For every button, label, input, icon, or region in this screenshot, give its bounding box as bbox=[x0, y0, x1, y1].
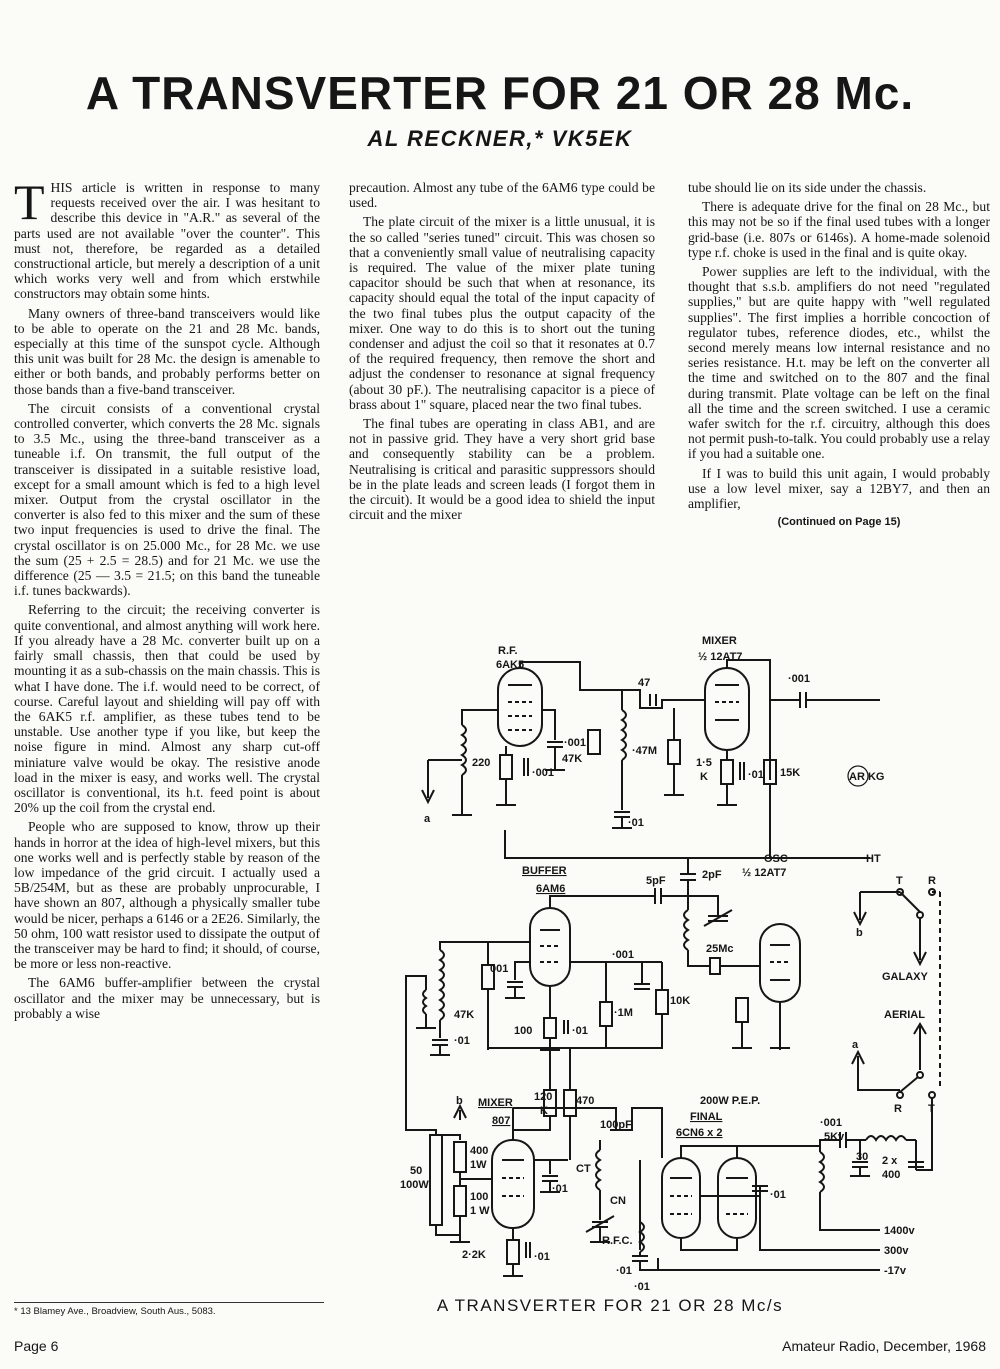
schematic-caption: A TRANSVERTER FOR 21 OR 28 Mc/s bbox=[436, 1296, 784, 1315]
r1m-label: ·1M bbox=[614, 1007, 633, 1019]
mixer2-tube-label: 807 bbox=[492, 1115, 511, 1127]
c001c-label: ·001 bbox=[532, 767, 555, 779]
r15k2-label: 15K bbox=[780, 767, 801, 779]
circuit-schematic bbox=[400, 630, 990, 1290]
final-label: FINAL bbox=[690, 1111, 723, 1123]
a2-label: a bbox=[852, 1039, 859, 1051]
mixer2-label: MIXER bbox=[478, 1097, 513, 1109]
c100pf-label: 100pF bbox=[600, 1119, 632, 1131]
r120-label: 120 bbox=[534, 1091, 553, 1103]
paragraph: precaution. Almost any tube of the 6AM6 type could be used. bbox=[349, 180, 655, 211]
paragraph: tube should lie on its side under the chassis. bbox=[688, 180, 927, 195]
c01a-label: ·01 bbox=[628, 817, 644, 829]
c01b-label: ·01 bbox=[748, 769, 764, 781]
v300-label: 300v bbox=[884, 1245, 909, 1257]
drop-cap: T bbox=[14, 174, 45, 230]
text-column-3 bbox=[688, 180, 990, 530]
rfc-label: R.F.C. bbox=[602, 1235, 633, 1247]
paragraph: The 6AM6 buffer-amplifier between the crystal oscillator and the mixer may be unnecessary, but is probably a wise bbox=[14, 975, 320, 1021]
r100-label: 100 bbox=[514, 1025, 533, 1037]
pep-label: 200W P.E.P. bbox=[700, 1095, 761, 1107]
paragraph: There is adequate drive for the final on 28 Mc., but this may not be so if the final used tubes with a longer grid-base (i.e. 807s or 6146s). A home-made solenoid type r.f. choke is used in the final and is quite okay. bbox=[688, 199, 990, 260]
c001g-label: ·001 bbox=[820, 1117, 843, 1129]
continued-note: (Continued on Page 15) bbox=[777, 516, 901, 529]
c5pf-label: 5pF bbox=[646, 875, 666, 887]
paragraph: The final tubes are operating in class AB1, and are not in passive grid. They have a very short grid base and consequently stability can be a problem. Neutralising is critical and parasitic suppressors should be in the plate leads and screen leads (I forgot them in the circuit). It would be a good idea to shield the input circuit and the mixer bbox=[349, 416, 655, 523]
r47m-label: ·47M bbox=[632, 745, 658, 757]
b2-label: b bbox=[456, 1095, 463, 1107]
switch-r1-label: R bbox=[928, 875, 936, 887]
switch-r2-label: R bbox=[894, 1103, 902, 1115]
c01c-label: ·01 bbox=[454, 1035, 470, 1047]
c01e-label: ·01 bbox=[552, 1183, 568, 1195]
c400-label: 400 bbox=[882, 1169, 901, 1181]
xtal-label: 25Mc bbox=[706, 943, 734, 955]
ht-label: HT bbox=[866, 853, 881, 865]
paragraph: If I was to build this unit again, I would probably use a low level mixer, say a 12BY7, and then an amplifier, bbox=[688, 465, 990, 512]
ar-logo: AR KG bbox=[849, 771, 885, 783]
rf-tube-symbol bbox=[498, 668, 542, 746]
paragraph: Power supplies are left to the individual, with the thought that s.s.b. amplifiers do not need "regulated supplies," but are quite happy with "well regulated supplies". The first implies a horrible concoction of regulator tubes, reference diodes, etc., whilst the second merely means low internal resistance and no series resistance. H.t. may be left on the converter all the time and switched on to the 807 and the final during transmit. Plate voltage can be left on the final all the time and the screen switched. I use a ceramic wafer switch for the r.f. circuitry, although this does not permit push-to-talk. You could probably use a relay if you had a suitable one. bbox=[688, 264, 990, 462]
rf-label: R.F. bbox=[498, 645, 518, 657]
r1wb-label: 1 W bbox=[470, 1205, 490, 1217]
c01f-label: ·01 bbox=[616, 1265, 632, 1277]
paragraph: The circuit consists of a conventional crystal controlled converter, which converts the 28 Mc. signals to 3.5 Mc., using the three-band transceiver as a tuneable i.f. On transmit, the full output of the transceiver is dissipated in a suitable resistive load, except for a small amount which is fed to a high level mixer. Output from the crystal oscillator in the converter is also fed to this mixer and the sum of these two input frequencies is used to drive the final. The crystal oscillator is on 25.000 Mc., for 28 Mc. we use the sum (25 + 2.5 = 28.5) and for 21 Mc. we use the difference (25 — 3.5 = 21.5; on this band the tuneable i.f. tunes backwards). bbox=[14, 400, 320, 599]
c001e-label: 001 bbox=[490, 963, 509, 975]
osc-label: OSC bbox=[764, 853, 788, 865]
publication-footer: Amateur Radio, December, 1968 bbox=[782, 1338, 986, 1354]
switch-t1-label: T bbox=[896, 875, 903, 887]
c01d-label: ·01 bbox=[572, 1025, 588, 1037]
buffer-tube-label: 6AM6 bbox=[536, 883, 566, 895]
paragraph: People who are supposed to know, throw up their hands in horror at the idea of high-level mixers, but this one works well and is perfectly stable by reason of the low impedance of the grid circuit. I actually used a 5B/254M, but as these are probably unprocurable, I have shown an 807, although a physically smaller tube would be nicer, perhaps a 6146 or a 2E26. Similarly, the 50 ohm, 100 watt resistor used to dissipate the output of the transceiver may be hard to find; it should, of course, be more or less non-reactive. bbox=[14, 819, 320, 972]
a1-label: a bbox=[424, 813, 431, 825]
osc-tube-label: ½ 12AT7 bbox=[742, 867, 787, 879]
c5kv-label: 5Kv bbox=[824, 1131, 845, 1143]
paragraph: THIS article is written in response to many requests received over the air. I was hesitant to describe this device in "A.R." as several of the parts used are not available "over the counter". This must not, therefore, be regarded as a detailed constructional article, but merely a description of a unit which works very well and from which erstwhile constructors may obtain some hints. bbox=[14, 174, 320, 302]
c47-label: 47 bbox=[638, 677, 651, 689]
author-byline: AL RECKNER,* VK5EK bbox=[367, 126, 633, 151]
r1wa-label: 1W bbox=[470, 1159, 487, 1171]
paragraph: Many owners of three-band transceivers would like to be able to operate on the 21 and 28 Mc. bands, especially at this time of the sunspot cycle. Although this unit was built for 28 Mc. the design is amenable to either or both bands, and probably performs better on those bands than a five-band transceiver. bbox=[14, 305, 320, 397]
r470-label: 470 bbox=[576, 1095, 595, 1107]
r10k-label: 10K bbox=[670, 995, 691, 1007]
r400a-label: 400 bbox=[470, 1145, 489, 1157]
mixer1-tube-label: ½ 12AT7 bbox=[698, 651, 743, 663]
galaxy-label: GALAXY bbox=[882, 971, 928, 983]
r120k-label: K bbox=[540, 1105, 548, 1117]
c001f-label: ·001 bbox=[612, 949, 635, 961]
switch-t2-label: T bbox=[928, 1103, 935, 1115]
v1400-label: 1400v bbox=[884, 1225, 915, 1237]
r15k-label: K bbox=[700, 771, 708, 783]
buffer-label: BUFFER bbox=[522, 865, 567, 877]
c01g-label: ·01 bbox=[770, 1189, 786, 1201]
r50-label: 50 bbox=[410, 1165, 423, 1177]
c01h-label: ·01 bbox=[534, 1251, 550, 1263]
c2x400-label: 2 x bbox=[882, 1155, 898, 1167]
mixer1-tube-symbol bbox=[705, 668, 749, 750]
aerial-label: AERIAL bbox=[884, 1009, 925, 1021]
r15-label: 1·5 bbox=[696, 757, 712, 769]
page-number: Page 6 bbox=[14, 1338, 59, 1354]
b1-label: b bbox=[856, 927, 863, 939]
final-tube-1-symbol bbox=[662, 1158, 700, 1238]
r100w-label: 100W bbox=[400, 1179, 429, 1191]
r220-label: 220 bbox=[472, 757, 491, 769]
text-column-1 bbox=[14, 174, 320, 1025]
final-tube-label: 6CN6 x 2 bbox=[676, 1127, 723, 1139]
c001a-label: ·001 bbox=[564, 737, 587, 749]
r22k-label: 2·2K bbox=[462, 1249, 486, 1261]
final-tube-2-symbol bbox=[718, 1158, 756, 1238]
c2pf-label: 2pF bbox=[702, 869, 722, 881]
text-column-2 bbox=[349, 180, 655, 526]
r47k-label: 47K bbox=[562, 753, 583, 765]
author-footnote: * 13 Blamey Ave., Broadview, South Aus., 5083. bbox=[14, 1302, 324, 1317]
c01i-label: ·01 bbox=[634, 1281, 650, 1290]
r47k2-label: 47K bbox=[454, 1009, 475, 1021]
ct-label: CT bbox=[576, 1163, 591, 1175]
r100b-label: 100 bbox=[470, 1191, 489, 1203]
c001d-label: ·001 bbox=[788, 673, 811, 685]
mixer2-tube-symbol bbox=[492, 1140, 534, 1228]
c30-label: 30 bbox=[856, 1151, 869, 1163]
v17-label: -17v bbox=[884, 1265, 907, 1277]
paragraph: The plate circuit of the mixer is a little unusual, it is the so called "series tuned" circuit. This was chosen so that a conveniently small value of neutralising capacity is required. The value of the mixer plate tuning capacitor should be such that when at resonance, its capacity should equal the total of the input capacity of the two final tubes plus the output capacity of the mixer. One way to do this is to short out the tuning condenser and adjust the coil so that it resonates at 0.7 of the required frequency, then remove the short and adjust the condenser to resonance at signal frequency (about 30 pF.). The neutralising capacitor is a piece of brass about 1" square, placed near the two final tubes. bbox=[349, 214, 655, 412]
cn-label: CN bbox=[610, 1195, 626, 1207]
rf-tube-label: 6AK5 bbox=[496, 659, 525, 671]
article-title: A TRANSVERTER FOR 21 OR 28 Mc. bbox=[85, 67, 915, 119]
paragraph: Referring to the circuit; the receiving converter is quite conventional, and almost anything will work here. If you already have a 28 Mc. converter built up on a fairly small chassis, then that could be used by mounting it as a sub-chassis on the main chassis. This is what I have done. The i.f. would need to be correct, of course. Careful layout and shielding will pay off with the 6AK5 r.f. amplifier, as these tubes tend to be unstable. Use another type if you like, but keep the noise figure in mind. Almost any sharp cut-off miniature valve would be okay. The resistive anode load in the mixer is easy, and works well. The crystal oscillator is conventional, its h.t. feed point is about 20% up the coil from the crystal end. bbox=[14, 602, 320, 816]
mixer1-label: MIXER bbox=[702, 635, 737, 647]
